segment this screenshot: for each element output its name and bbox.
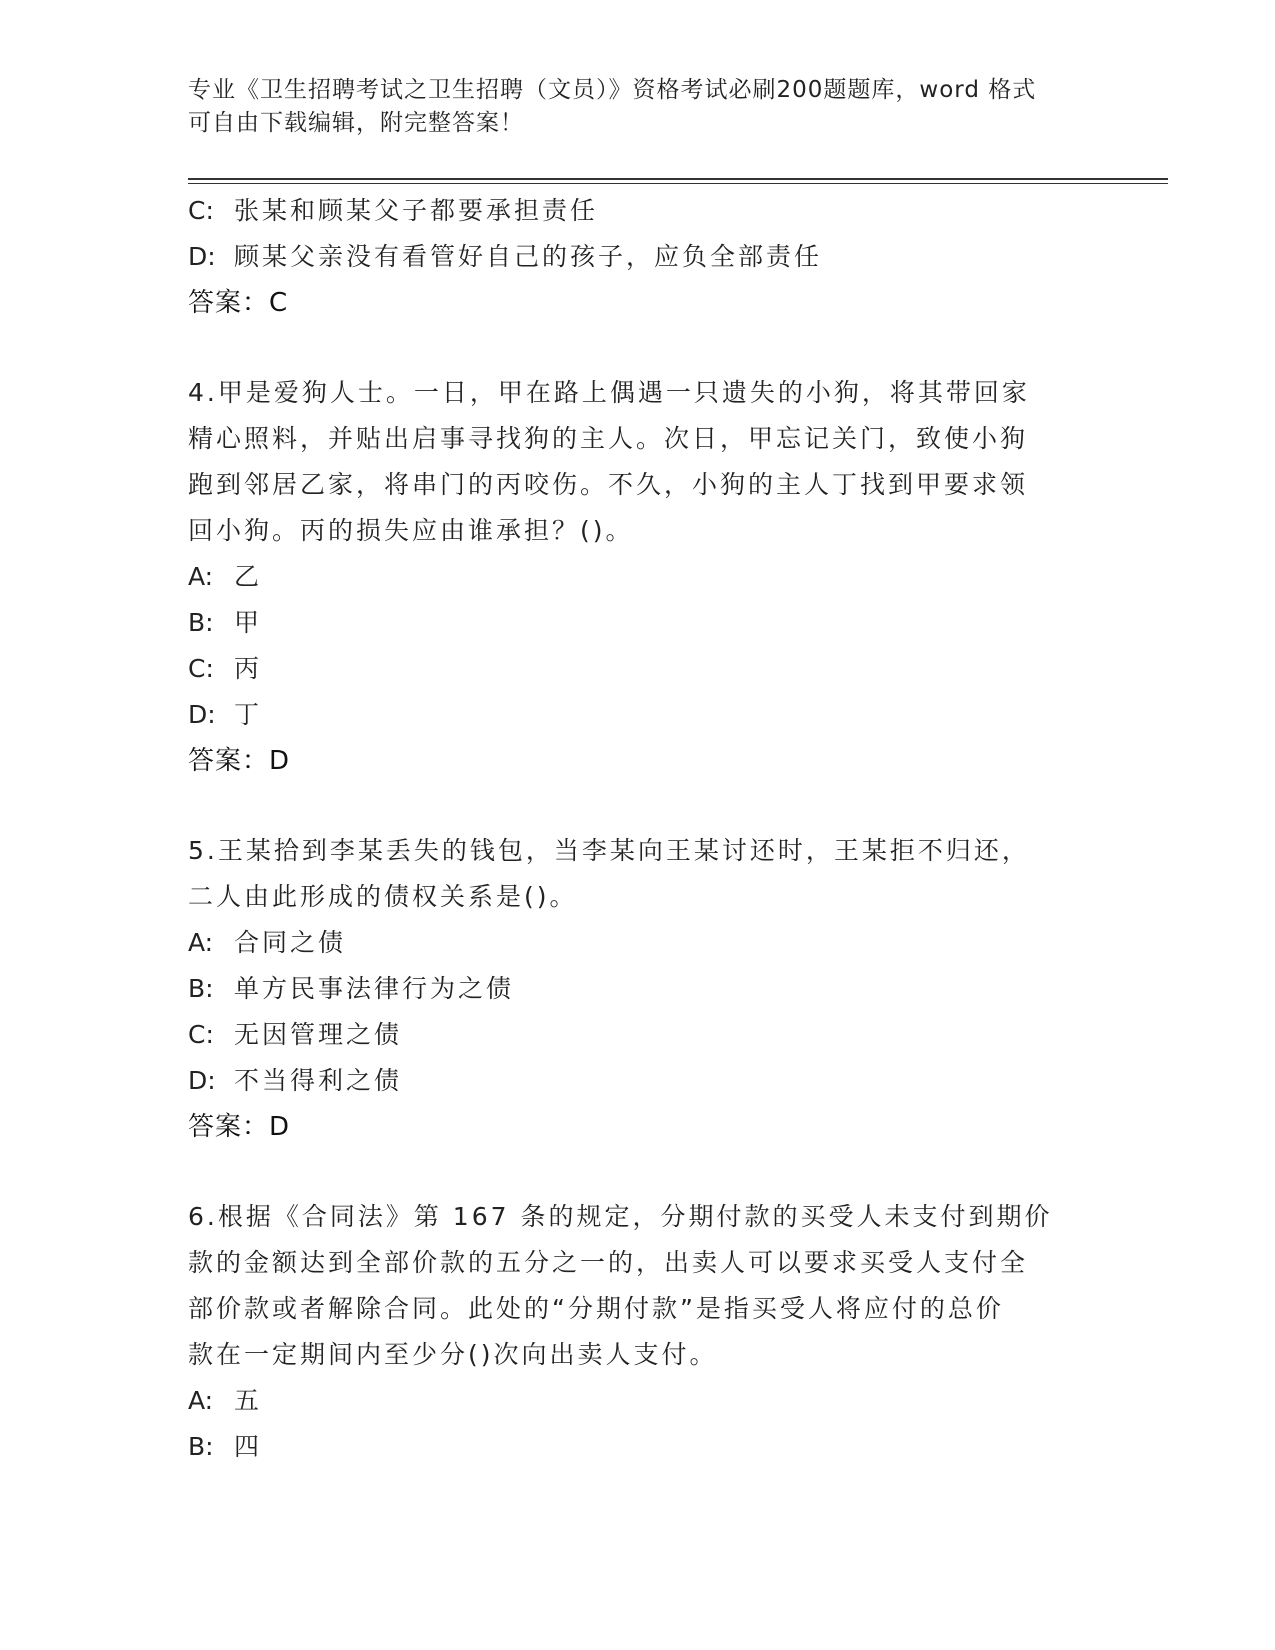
stem-line: 精心照料，并贴出启事寻找狗的主人。次日，甲忘记关门，致使小狗 (188, 424, 1029, 453)
option-text: 张某和顾某父子都要承担责任 (234, 196, 599, 225)
stem-line: 回小狗。丙的损失应由谁承担？()。 (188, 516, 634, 545)
option-label: B: (188, 608, 214, 637)
question-4 (188, 370, 1068, 784)
document-body (188, 188, 1068, 1470)
question-3-tail (188, 188, 1068, 326)
header-divider-thin (188, 183, 1168, 184)
option-label: C: (188, 654, 214, 683)
option-label: D: (188, 700, 216, 729)
stem-line: 款的金额达到全部价款的五分之一的，出卖人可以要求买受人支付全 (188, 1248, 1029, 1277)
option-a (188, 920, 1068, 966)
option-label: D: (188, 242, 216, 271)
option-text: 合同之债 (234, 928, 347, 957)
option-d (188, 692, 1068, 738)
question-stem (188, 370, 1068, 554)
option-label: B: (188, 974, 214, 1003)
option-text: 顾某父亲没有看管好自己的孩子，应负全部责任 (234, 242, 823, 271)
question-stem (188, 828, 1068, 920)
option-label: A: (188, 562, 214, 591)
header-title-line-1: 专业《卫生招聘考试之卫生招聘（文员）》资格考试必刷200题题库，word 格式 (188, 77, 1037, 103)
question-5 (188, 828, 1068, 1150)
header-divider-thick (188, 178, 1168, 180)
answer-line: 答案：C (188, 288, 289, 318)
option-label: A: (188, 1386, 214, 1415)
header-title-line-2: 可自由下载编辑，附完整答案！ (188, 110, 524, 136)
option-d (188, 1058, 1068, 1104)
stem-line: 5.王某拾到李某丢失的钱包，当李某向王某讨还时，王某拒不归还， (188, 836, 1030, 865)
stem-line: 4.甲是爱狗人士。一日，甲在路上偶遇一只遗失的小狗，将其带回家 (188, 378, 1030, 407)
option-text: 丙 (234, 654, 263, 683)
question-6 (188, 1194, 1068, 1470)
option-text: 乙 (234, 562, 263, 591)
option-b (188, 1424, 1068, 1470)
option-text: 不当得利之债 (234, 1066, 403, 1095)
stem-line: 跑到邻居乙家，将串门的丙咬伤。不久，小狗的主人丁找到甲要求领 (188, 470, 1029, 499)
stem-line: 6.根据《合同法》第 167 条的规定，分期付款的买受人未支付到期价 (188, 1202, 1053, 1231)
option-d (188, 234, 1068, 280)
question-gap (188, 784, 1068, 828)
option-c (188, 188, 1068, 234)
document-header (188, 74, 1068, 140)
option-text: 无因管理之债 (234, 1020, 403, 1049)
option-text: 丁 (234, 700, 263, 729)
option-text: 四 (234, 1432, 263, 1461)
option-label: C: (188, 1020, 214, 1049)
option-b (188, 600, 1068, 646)
option-c (188, 646, 1068, 692)
option-c (188, 1012, 1068, 1058)
option-text: 甲 (234, 608, 263, 637)
option-label: C: (188, 196, 214, 225)
question-stem (188, 1194, 1068, 1378)
option-b (188, 966, 1068, 1012)
stem-line: 款在一定期间内至少分()次向出卖人支付。 (188, 1340, 718, 1369)
option-a (188, 1378, 1068, 1424)
stem-line: 二人由此形成的债权关系是()。 (188, 882, 578, 911)
question-gap (188, 1150, 1068, 1194)
stem-line: 部价款或者解除合同。此处的“分期付款”是指买受人将应付的总价 (188, 1294, 1004, 1323)
option-text: 单方民事法律行为之债 (234, 974, 515, 1003)
answer-line: 答案：D (188, 746, 291, 776)
option-label: D: (188, 1066, 216, 1095)
option-text: 五 (234, 1386, 263, 1415)
option-label: B: (188, 1432, 214, 1461)
option-label: A: (188, 928, 214, 957)
answer-line: 答案：D (188, 1112, 291, 1142)
option-a (188, 554, 1068, 600)
question-gap (188, 326, 1068, 370)
